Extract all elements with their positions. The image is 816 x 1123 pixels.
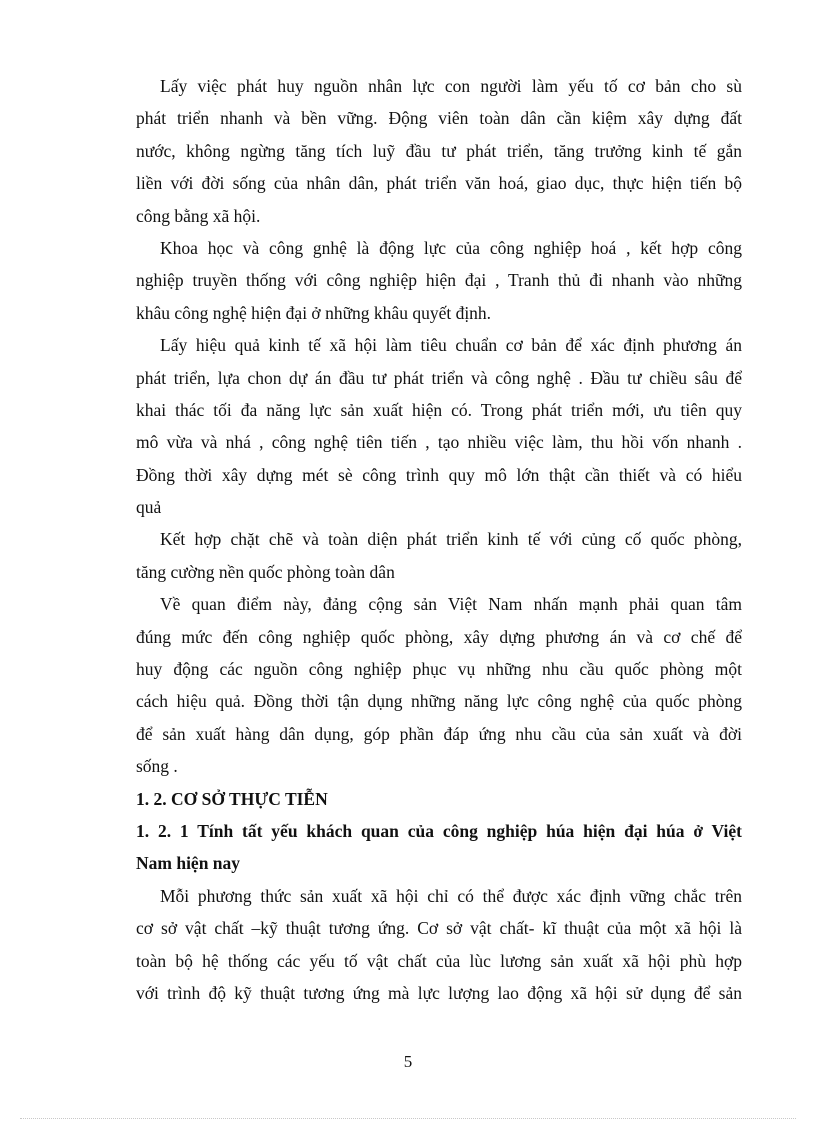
text-line: Lấy hiệu quả kinh tế xã hội làm tiêu chuẩn cơ bản để xác định phương án bbox=[160, 335, 742, 356]
page-bottom-divider bbox=[20, 1118, 796, 1119]
heading-line: 1. 2. CƠ SỞ THỰC TIỄN bbox=[136, 788, 328, 809]
text-line: phát triển nhanh và bền vững. Động viên toàn dân cần kiệm xây dựng đất bbox=[136, 108, 742, 129]
text-line: Về quan điểm này, đảng cộng sản Việt Nam nhấn mạnh phải quan tâm bbox=[160, 594, 742, 615]
text-line: Kết hợp chặt chẽ và toàn diện phát triển kinh tế với củng cố quốc phòng, bbox=[160, 529, 742, 550]
text-line: với trình độ kỹ thuật tương ứng mà lực lượng lao động xã hội sử dụng để sản bbox=[136, 982, 742, 1003]
text-line: toàn bộ hệ thống các yếu tố vật chất của lùc lương sản xuất xã hội phù hợp bbox=[136, 950, 742, 971]
text-line: Đồng thời xây dựng mét sè công trình quy mô lớn thật cần thiết và có hiểu bbox=[136, 464, 742, 485]
document-body bbox=[136, 70, 742, 1009]
text-line: để sản xuất hàng dân dụng, góp phần đáp ứng nhu cầu của sản xuất và đời bbox=[136, 723, 742, 744]
text-line: sống . bbox=[136, 756, 178, 777]
text-line: mô vừa và nhá , công nghệ tiên tiến , tạo nhiều việc làm, thu hồi vốn nhanh . bbox=[136, 432, 742, 453]
text-line: tăng cường nền quốc phòng toàn dân bbox=[136, 561, 395, 582]
text-line: khai thác tối đa năng lực sản xuất hiện có. Trong phát triển mới, ưu tiên quy bbox=[136, 399, 742, 420]
page-number: 5 bbox=[403, 1052, 413, 1071]
text-line: đúng mức đến công nghiệp quốc phòng, xây dựng phương án và cơ chế để bbox=[136, 626, 742, 647]
text-line: liền với đời sống của nhân dân, phát triển văn hoá, giao dục, thực hiện tiến bộ bbox=[136, 173, 742, 194]
text-line: Mỗi phương thức sản xuất xã hội chỉ có thể được xác định vững chắc trên bbox=[160, 885, 742, 906]
heading-line: Nam hiện nay bbox=[136, 853, 241, 874]
text-line: cách hiệu quả. Đồng thời tận dụng những năng lực công nghệ của quốc phòng bbox=[136, 691, 742, 712]
text-line: cơ sở vật chất –kỹ thuật tương ứng. Cơ sở vật chất- kĩ thuật của một xã hội là bbox=[136, 918, 742, 939]
text-line: Khoa học và công gnhệ là động lực của công nghiệp hoá , kết hợp công bbox=[160, 237, 742, 258]
text-line: nghiệp truyền thống với công nghiệp hiện đại , Tranh thủ đi nhanh vào những bbox=[136, 270, 742, 291]
text-line: công bằng xã hội. bbox=[136, 205, 261, 226]
text-line: huy động các nguồn công nghiệp phục vụ những nhu cầu quốc phòng một bbox=[136, 659, 742, 680]
text-line: Lấy việc phát huy nguồn nhân lực con người làm yếu tố cơ bản cho sù bbox=[160, 76, 742, 96]
text-line: khâu công nghệ hiện đại ở những khâu quyết định. bbox=[136, 302, 492, 323]
text-line: quả bbox=[136, 497, 162, 518]
text-line: phát triển, lựa chon dự án đầu tư phát triển và công nghệ . Đầu tư chiều sâu để bbox=[136, 367, 742, 388]
text-line: nước, không ngừng tăng tích luỹ đầu tư phát triển, tăng trưởng kinh tế gắn bbox=[136, 140, 742, 161]
heading-line: 1. 2. 1 Tính tất yếu khách quan của công nghiệp húa hiện đại húa ở Việt bbox=[136, 820, 742, 841]
